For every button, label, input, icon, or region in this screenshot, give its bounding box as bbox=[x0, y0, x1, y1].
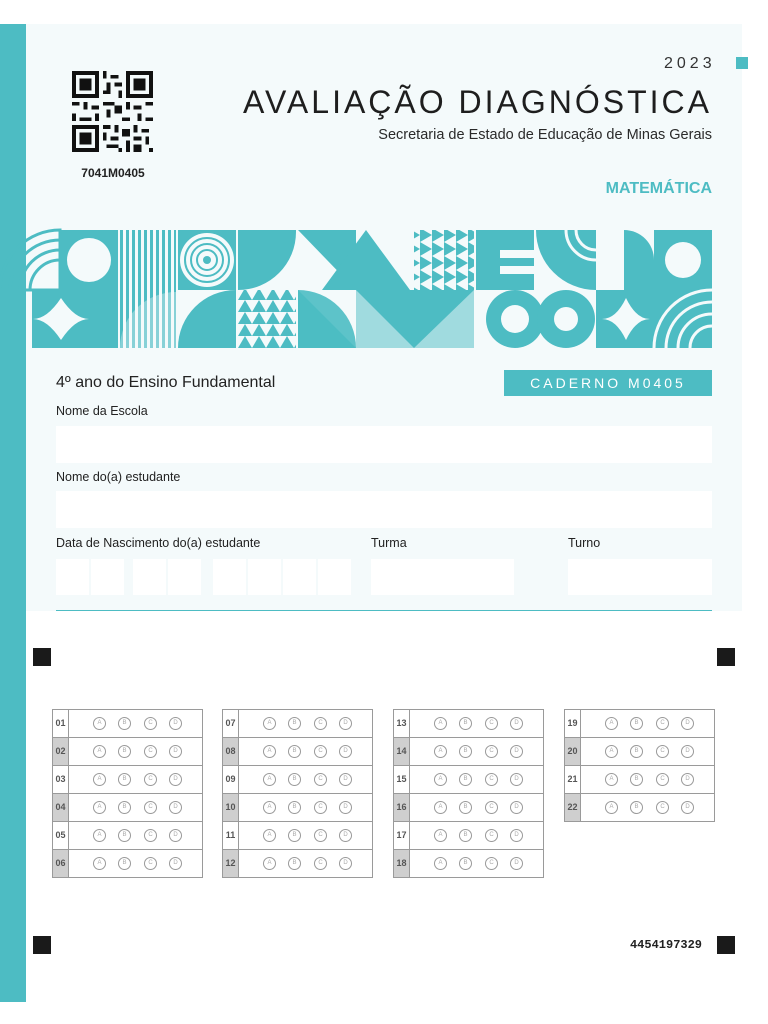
qr-code-icon bbox=[72, 71, 153, 152]
registration-mark-bottom-right bbox=[717, 936, 735, 954]
answer-bubble-d[interactable]: D bbox=[169, 829, 182, 842]
answer-row bbox=[564, 737, 715, 766]
question-number: 05 bbox=[53, 822, 69, 849]
answer-bubble-b[interactable]: B bbox=[459, 773, 472, 786]
answer-bubble-c[interactable]: C bbox=[144, 773, 157, 786]
answer-bubble-c[interactable]: C bbox=[485, 857, 498, 870]
answer-bubble-c[interactable]: C bbox=[485, 801, 498, 814]
answer-bubble-c[interactable]: C bbox=[314, 857, 327, 870]
answer-bubble-a[interactable]: A bbox=[93, 801, 106, 814]
answer-bubble-d[interactable]: D bbox=[681, 717, 694, 730]
question-number: 11 bbox=[223, 822, 239, 849]
answer-bubble-b[interactable]: B bbox=[630, 745, 643, 758]
shift-field[interactable] bbox=[568, 559, 712, 595]
answer-bubble-d[interactable]: D bbox=[681, 745, 694, 758]
question-number: 17 bbox=[394, 822, 410, 849]
answer-row bbox=[52, 849, 203, 878]
shift-label: Turno bbox=[568, 536, 601, 550]
answer-bubble-c[interactable]: C bbox=[144, 857, 157, 870]
question-number: 20 bbox=[565, 738, 581, 765]
geometric-pattern-banner bbox=[0, 228, 712, 350]
answer-bubble-d[interactable]: D bbox=[510, 745, 523, 758]
answer-row bbox=[393, 849, 544, 878]
class-label: Turma bbox=[371, 536, 407, 550]
teal-side-band bbox=[0, 24, 26, 1002]
document-id: 4454197329 bbox=[629, 938, 702, 952]
answer-row bbox=[393, 765, 544, 794]
answer-bubble-a[interactable]: A bbox=[605, 801, 618, 814]
answer-row bbox=[393, 737, 544, 766]
student-name-label: Nome do(a) estudante bbox=[56, 470, 181, 484]
qr-code-text: 7041M0405 bbox=[81, 166, 145, 180]
answer-bubble-d[interactable]: D bbox=[339, 857, 352, 870]
class-field[interactable] bbox=[371, 559, 514, 595]
answer-bubble-b[interactable]: B bbox=[459, 745, 472, 758]
birth-year-digit-2[interactable] bbox=[248, 559, 281, 595]
answer-bubble-a[interactable]: A bbox=[263, 829, 276, 842]
answer-bubble-a[interactable]: A bbox=[434, 717, 447, 730]
answer-bubble-b[interactable]: B bbox=[630, 717, 643, 730]
answer-row bbox=[52, 765, 203, 794]
answer-bubble-d[interactable]: D bbox=[169, 717, 182, 730]
answer-bubble-c[interactable]: C bbox=[144, 745, 157, 758]
question-number: 19 bbox=[565, 710, 581, 737]
answer-bubble-c[interactable]: C bbox=[144, 829, 157, 842]
answer-bubble-b[interactable]: B bbox=[288, 829, 301, 842]
question-number: 15 bbox=[394, 766, 410, 793]
birth-day-digit-2[interactable] bbox=[91, 559, 124, 595]
answer-row bbox=[564, 765, 715, 794]
answer-bubble-c[interactable]: C bbox=[314, 829, 327, 842]
answer-bubble-a[interactable]: A bbox=[605, 745, 618, 758]
answer-bubble-a[interactable]: A bbox=[93, 717, 106, 730]
answer-column-2 bbox=[222, 710, 373, 878]
answer-bubble-b[interactable]: B bbox=[288, 717, 301, 730]
answer-row bbox=[52, 793, 203, 822]
birth-month-digit-2[interactable] bbox=[168, 559, 201, 595]
answer-bubble-d[interactable]: D bbox=[510, 857, 523, 870]
answer-bubble-c[interactable]: C bbox=[144, 801, 157, 814]
question-number: 16 bbox=[394, 794, 410, 821]
answer-bubble-a[interactable]: A bbox=[263, 745, 276, 758]
birth-year-digit-1[interactable] bbox=[213, 559, 246, 595]
question-number: 22 bbox=[565, 794, 581, 821]
answer-bubble-c[interactable]: C bbox=[656, 745, 669, 758]
answer-bubble-a[interactable]: A bbox=[434, 745, 447, 758]
answer-bubble-c[interactable]: C bbox=[656, 773, 669, 786]
answer-column-3 bbox=[393, 710, 544, 878]
answer-bubble-b[interactable]: B bbox=[118, 717, 131, 730]
question-number: 03 bbox=[53, 766, 69, 793]
answer-bubble-d[interactable]: D bbox=[339, 717, 352, 730]
answer-row bbox=[222, 765, 373, 794]
answer-bubble-d[interactable]: D bbox=[510, 801, 523, 814]
answer-bubble-b[interactable]: B bbox=[118, 801, 131, 814]
answer-bubble-c[interactable]: C bbox=[144, 717, 157, 730]
question-number: 13 bbox=[394, 710, 410, 737]
answer-bubble-b[interactable]: B bbox=[118, 857, 131, 870]
answer-bubble-b[interactable]: B bbox=[288, 857, 301, 870]
answer-row bbox=[222, 709, 373, 738]
year-label: 2023 bbox=[664, 55, 716, 72]
question-number: 14 bbox=[394, 738, 410, 765]
answer-bubble-d[interactable]: D bbox=[339, 745, 352, 758]
question-number: 21 bbox=[565, 766, 581, 793]
answer-bubble-a[interactable]: A bbox=[605, 717, 618, 730]
birth-year-digit-3[interactable] bbox=[283, 559, 316, 595]
grade-label: 4º ano do Ensino Fundamental bbox=[56, 374, 276, 391]
registration-mark-top-right bbox=[717, 648, 735, 666]
answer-bubble-b[interactable]: B bbox=[459, 829, 472, 842]
answer-bubble-a[interactable]: A bbox=[93, 773, 106, 786]
year-square-mark bbox=[736, 57, 748, 69]
answer-bubble-a[interactable]: A bbox=[434, 857, 447, 870]
answer-bubble-a[interactable]: A bbox=[263, 857, 276, 870]
answer-bubble-c[interactable]: C bbox=[485, 829, 498, 842]
answer-bubble-d[interactable]: D bbox=[169, 773, 182, 786]
answer-bubble-c[interactable]: C bbox=[314, 773, 327, 786]
answer-bubble-b[interactable]: B bbox=[459, 801, 472, 814]
answer-bubble-c[interactable]: C bbox=[314, 745, 327, 758]
answer-bubble-c[interactable]: C bbox=[485, 773, 498, 786]
answer-bubble-a[interactable]: A bbox=[93, 829, 106, 842]
answer-row bbox=[564, 793, 715, 822]
answer-row bbox=[222, 849, 373, 878]
answer-row bbox=[393, 793, 544, 822]
question-number: 18 bbox=[394, 850, 410, 877]
answer-bubble-b[interactable]: B bbox=[288, 773, 301, 786]
answer-bubble-a[interactable]: A bbox=[93, 745, 106, 758]
answer-bubble-b[interactable]: B bbox=[459, 857, 472, 870]
question-number: 07 bbox=[223, 710, 239, 737]
section-divider bbox=[56, 610, 712, 611]
answer-bubble-b[interactable]: B bbox=[118, 745, 131, 758]
answer-column-4 bbox=[564, 710, 715, 822]
answer-bubble-d[interactable]: D bbox=[510, 717, 523, 730]
question-number: 04 bbox=[53, 794, 69, 821]
answer-bubble-b[interactable]: B bbox=[118, 829, 131, 842]
answer-column-1 bbox=[52, 710, 203, 878]
answer-bubble-d[interactable]: D bbox=[510, 773, 523, 786]
answer-bubble-a[interactable]: A bbox=[434, 829, 447, 842]
answer-bubble-d[interactable]: D bbox=[339, 829, 352, 842]
answer-row bbox=[222, 793, 373, 822]
question-number: 01 bbox=[53, 710, 69, 737]
answer-bubble-b[interactable]: B bbox=[459, 717, 472, 730]
school-name-label: Nome da Escola bbox=[56, 404, 148, 418]
answer-bubble-c[interactable]: C bbox=[485, 717, 498, 730]
answer-bubble-c[interactable]: C bbox=[314, 801, 327, 814]
answer-bubble-c[interactable]: C bbox=[656, 717, 669, 730]
student-name-field[interactable] bbox=[56, 491, 712, 528]
answer-bubble-c[interactable]: C bbox=[314, 717, 327, 730]
birth-year-digit-4[interactable] bbox=[318, 559, 351, 595]
answer-bubble-b[interactable]: B bbox=[630, 801, 643, 814]
birth-month-digit-1[interactable] bbox=[133, 559, 166, 595]
answer-bubble-a[interactable]: A bbox=[263, 801, 276, 814]
answer-bubble-a[interactable]: A bbox=[434, 801, 447, 814]
answer-row bbox=[52, 709, 203, 738]
registration-mark-top-left bbox=[33, 648, 51, 666]
answer-row bbox=[393, 821, 544, 850]
answer-bubble-a[interactable]: A bbox=[263, 717, 276, 730]
answer-row bbox=[564, 709, 715, 738]
question-number: 08 bbox=[223, 738, 239, 765]
question-number: 02 bbox=[53, 738, 69, 765]
birth-date-label: Data de Nascimento do(a) estudante bbox=[56, 536, 261, 550]
school-name-field[interactable] bbox=[56, 426, 712, 463]
answer-row bbox=[222, 821, 373, 850]
answer-bubble-d[interactable]: D bbox=[169, 801, 182, 814]
page-title: AVALIAÇÃO DIAGNÓSTICA bbox=[242, 84, 712, 120]
answer-row bbox=[52, 737, 203, 766]
answer-bubble-a[interactable]: A bbox=[605, 773, 618, 786]
answer-bubble-a[interactable]: A bbox=[434, 773, 447, 786]
question-number: 10 bbox=[223, 794, 239, 821]
answer-bubble-d[interactable]: D bbox=[169, 745, 182, 758]
answer-bubble-d[interactable]: D bbox=[510, 829, 523, 842]
answer-row bbox=[393, 709, 544, 738]
registration-mark-bottom-left bbox=[33, 936, 51, 954]
answer-bubble-b[interactable]: B bbox=[118, 773, 131, 786]
subject-label: MATEMÁTICA bbox=[605, 180, 712, 197]
answer-bubble-d[interactable]: D bbox=[339, 773, 352, 786]
birth-day-digit-1[interactable] bbox=[56, 559, 89, 595]
answer-bubble-c[interactable]: C bbox=[485, 745, 498, 758]
answer-bubble-d[interactable]: D bbox=[169, 857, 182, 870]
answer-bubble-a[interactable]: A bbox=[93, 857, 106, 870]
page-subtitle: Secretaria de Estado de Educação de Minas Gerais bbox=[378, 127, 712, 143]
answer-bubble-c[interactable]: C bbox=[656, 801, 669, 814]
answer-row bbox=[52, 821, 203, 850]
question-number: 06 bbox=[53, 850, 69, 877]
answer-bubble-d[interactable]: D bbox=[339, 801, 352, 814]
answer-bubble-b[interactable]: B bbox=[288, 801, 301, 814]
answer-bubble-b[interactable]: B bbox=[288, 745, 301, 758]
answer-bubble-a[interactable]: A bbox=[263, 773, 276, 786]
question-number: 12 bbox=[223, 850, 239, 877]
question-number: 09 bbox=[223, 766, 239, 793]
answer-bubble-b[interactable]: B bbox=[630, 773, 643, 786]
answer-row bbox=[222, 737, 373, 766]
answer-bubble-d[interactable]: D bbox=[681, 801, 694, 814]
booklet-badge: CADERNO M0405 bbox=[504, 370, 712, 396]
answer-bubble-d[interactable]: D bbox=[681, 773, 694, 786]
